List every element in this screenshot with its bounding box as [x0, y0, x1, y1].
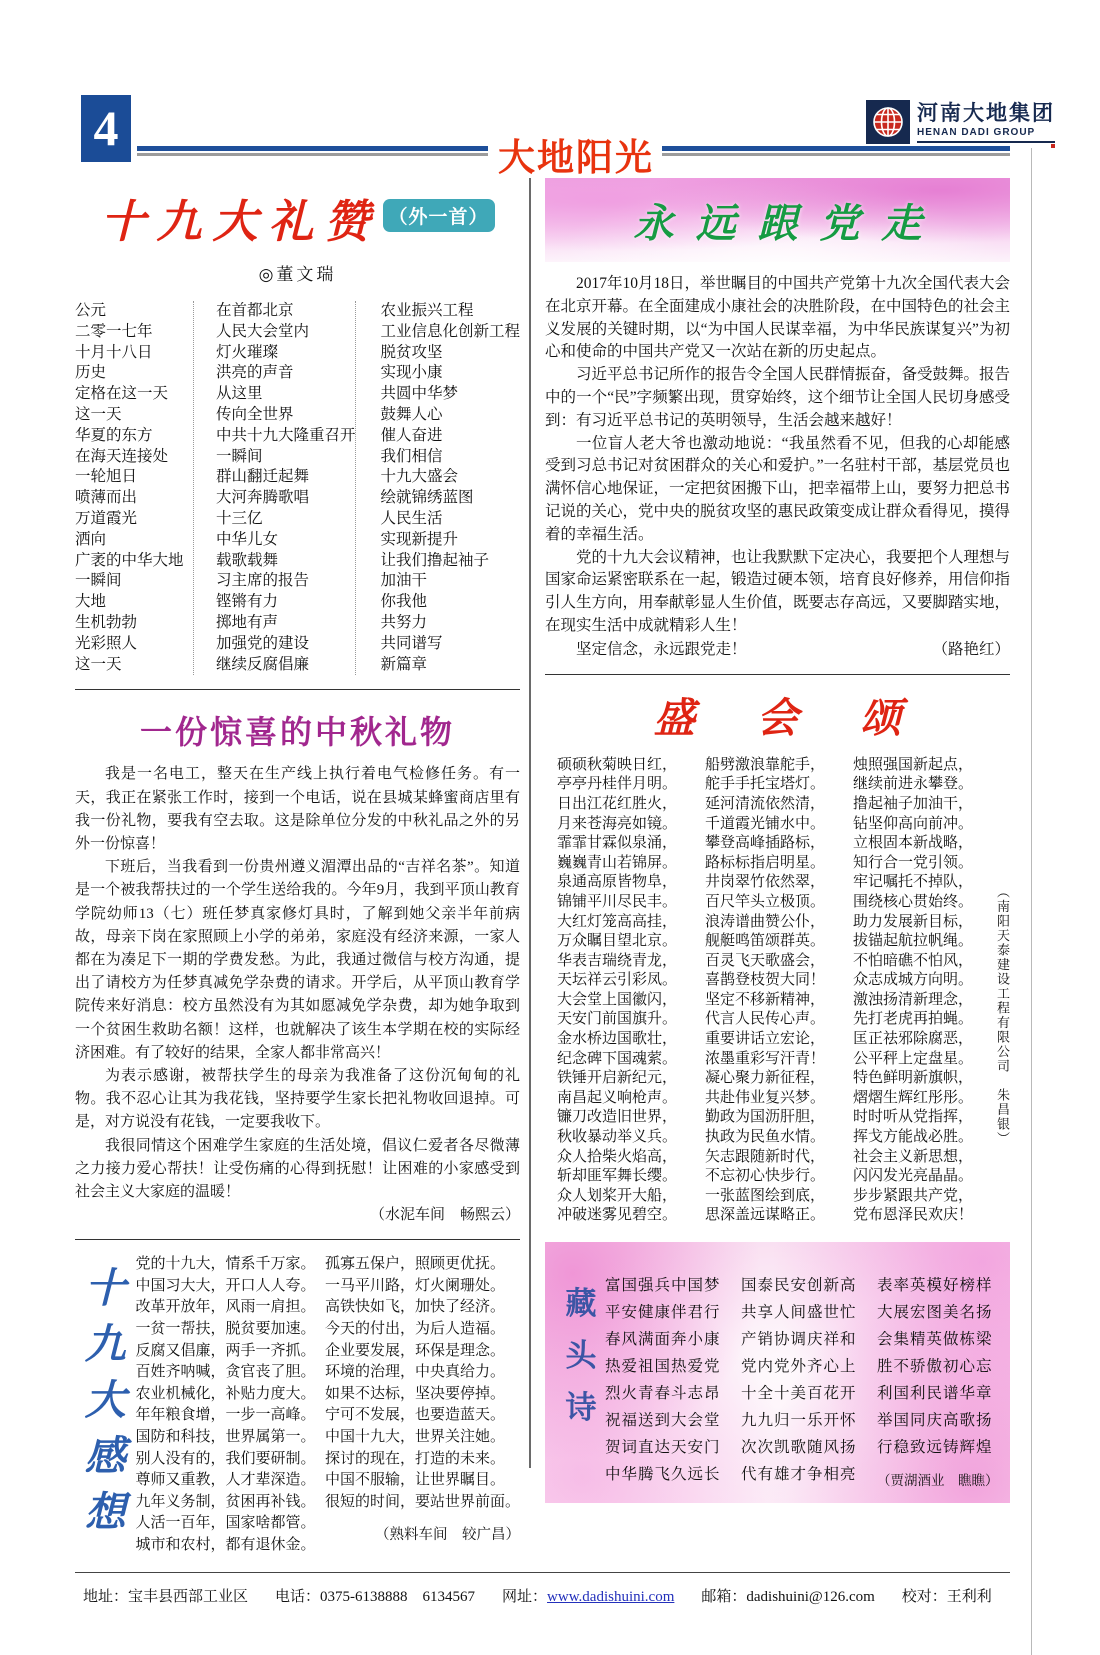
poem-line: 匡正祛邪除腐恶， — [853, 1031, 974, 1048]
poem-line: 富国强兵中国梦 — [605, 1277, 721, 1294]
poem-line: 热爱祖国热爱党 — [605, 1358, 721, 1375]
acrostic-attribution: （贾湖酒业 瞧瞧） — [877, 1473, 999, 1488]
vertical-title-char: 九 — [84, 1321, 126, 1368]
poem-line: 一瞬间 — [215, 447, 263, 465]
poem-line: 不忘初心快步行。 — [705, 1168, 826, 1185]
poem-line: 天坛祥云引彩凤。 — [557, 972, 678, 989]
section-rule — [545, 674, 1010, 675]
logo-text — [917, 102, 1055, 143]
poem-line: 共享人间盛世忙 — [741, 1304, 857, 1321]
footer-email: 邮箱：dadishuini@126.com — [701, 1589, 875, 1605]
footer-website-link[interactable]: www.dadishuini.com — [547, 1589, 675, 1605]
poem-line: 平安健康伴君行 — [605, 1304, 721, 1321]
poem-line: 一贫一帮扶，脱贫要加速。 — [135, 1320, 316, 1337]
poem-line: 金水桥边国歌壮， — [557, 1031, 678, 1048]
poem-line: 脱贫攻坚 — [380, 343, 443, 361]
acrostic-column-2 — [741, 1258, 877, 1489]
poem-line: 社会主义新思想， — [853, 1148, 974, 1165]
poem-column-3 — [355, 301, 520, 675]
poem-line: 思深盖远谋略正。 — [705, 1207, 826, 1224]
vertical-title-char: 大 — [84, 1377, 126, 1424]
poem-line: 知行合一党引领。 — [853, 854, 974, 871]
poem-line: 贺词直达天安门 — [605, 1439, 721, 1456]
poem-line: 船劈激浪靠舵手， — [705, 756, 826, 773]
poem-line: 大红灯笼高高挂， — [557, 913, 678, 930]
poem-line: 时时听从党指挥， — [853, 1109, 974, 1126]
paragraph: 一位盲人老大爷也激动地说：“我虽然看不见，但我的心却能感受到习总书记对贫困群众的关心和爱护。”一名驻村干部，基层党员也满怀信心地保证，一定把贫困搬下山，把幸福带上山，要努力把总书记说的关心，党中央的脱贫攻坚的惠民政策变成让群众看得见，摸得着的幸福生活。 — [545, 434, 1011, 543]
page-edge-line — [1031, 148, 1032, 1655]
poem-line: 铿锵有力 — [215, 593, 278, 611]
footer-rule — [75, 1572, 1010, 1573]
poem-line: 勤政为国沥肝胆， — [705, 1109, 826, 1126]
poem-line: 改革开放年，风雨一肩担。 — [135, 1299, 316, 1316]
poem-line: 孤寡五保户，照顾更优抚。 — [324, 1256, 505, 1273]
poem-line: 绘就锦绣蓝图 — [380, 489, 474, 507]
poem-line: 步步紧跟共产党， — [853, 1187, 974, 1204]
poem-line: 大地 — [75, 593, 107, 611]
poem-line: 井岗翠竹依然翠， — [705, 874, 826, 891]
paragraph: 为表示感谢，被帮扶学生的母亲为我准备了这份沉甸甸的礼物。我不忍心让其为我花钱，坚持要学生家长把礼物收回退掉。可是，对方说没有花钱，一定要我收下。 — [75, 1067, 520, 1131]
poem-line: 硕硕秋菊映日红， — [557, 756, 678, 773]
poem-line: 先打老虎再拍蝇。 — [853, 1011, 974, 1028]
globe-icon — [866, 100, 910, 144]
poem-line: 利国利民谱华章 — [877, 1385, 993, 1402]
acrostic-vertical-title — [557, 1258, 605, 1489]
poem-line: 载歌载舞 — [215, 551, 278, 569]
poem-line: 万众瞩目望北京。 — [557, 933, 678, 950]
logo-name-en: HENAN DADI GROUP — [917, 126, 1036, 138]
poem-line: 很短的时间，要站世界前面。 — [324, 1493, 520, 1510]
right-column — [545, 178, 1010, 1503]
poem-line: 代言人民传心声。 — [705, 1011, 826, 1028]
poem-line: 共圆中华梦 — [380, 385, 458, 403]
poem-line: 你我他 — [380, 593, 427, 611]
poem-line: 中国习大大，开口人人夸。 — [135, 1277, 316, 1294]
poem-line: 产销协调庆祥和 — [741, 1331, 857, 1348]
poem-line: 众志成城方向明。 — [853, 972, 974, 989]
poem-line: 路标标指启明星。 — [705, 854, 826, 871]
vertical-title — [75, 1254, 136, 1556]
poem-line: 历史 — [75, 364, 107, 382]
logo-underline — [917, 141, 1055, 143]
poem-line: 秋收暴动举义兵。 — [557, 1129, 678, 1146]
poem-title: 十九大礼赞 — [100, 197, 381, 247]
poem-line: 群山翻迁起舞 — [215, 468, 309, 486]
poem-line: 一轮旭日 — [75, 468, 138, 486]
poem-line: 牢记嘱托不掉队， — [853, 874, 974, 891]
poem-line: 在海天连接处 — [75, 447, 169, 465]
poem-column-1 — [75, 301, 193, 675]
poem-line: 百尺竿头立极顶。 — [705, 893, 826, 910]
poem-line: 催人奋进 — [380, 426, 443, 444]
poem-line: 烈火青春斗志昂 — [605, 1385, 721, 1402]
poem-line: 二零一七年 — [75, 322, 153, 340]
poem-line: 灯火璀璨 — [215, 343, 278, 361]
poem-line: 这一天 — [75, 405, 122, 423]
poem-line: 党布恩泽民欢庆！ — [853, 1207, 974, 1224]
poem-line: 公平秤上定盘星。 — [853, 1050, 974, 1067]
poem-line: 让我们撸起袖子 — [380, 551, 489, 569]
header-rule-left — [137, 146, 488, 156]
poem-line: 别人没有的，我们要研制。 — [135, 1450, 316, 1467]
poem-line: 不怕暗礁不怕风， — [853, 952, 974, 969]
poem-line: 华表吉瑞绕青龙， — [557, 952, 678, 969]
reflections-attribution: （熟料车间 较广昌） — [375, 1527, 520, 1544]
poem-line: 次次凯歌随风扬 — [741, 1439, 857, 1456]
poem-line: 加油干 — [380, 572, 427, 590]
poem-line: 掷地有声 — [215, 613, 278, 631]
logo-name-cn: 河南大地集团 — [917, 101, 1055, 125]
poem-line: 纪念碑下国魂萦。 — [557, 1050, 678, 1067]
poem-line: 环境的治理，中央真给力。 — [324, 1364, 505, 1381]
poem-line: 攀登高峰插路标， — [705, 835, 826, 852]
left-column — [75, 185, 520, 1557]
poem-line: 执政为民鱼水情。 — [705, 1129, 826, 1146]
poem-line: 巍巍青山若锦屏。 — [557, 854, 678, 871]
poem-subtitle-badge: （外一首） — [383, 199, 495, 232]
poem-line: 舰艇鸣笛颂群英。 — [705, 933, 826, 950]
poem-line: 工业信息化创新工程 — [380, 322, 520, 340]
poem-line: 国泰民安创新高 — [741, 1277, 857, 1294]
article-follow-party-body — [545, 273, 1010, 638]
poem-line: 立根固本新战略， — [853, 835, 974, 852]
paragraph: 2017年10月18日，举世瞩目的中国共产党第十九次全国代表大会在北京开幕。在全面建成小康社会的决胜阶段，在中国特色的社会主义发展的关键时期，以“为中国人民谋幸福，为中华民族谋复兴”为初心和使命的中国共产党又一次站在新的历史起点。 — [545, 275, 1011, 361]
acrostic-column-3-wrap — [877, 1258, 1002, 1489]
poem-line: 撸起袖子加油干， — [853, 795, 974, 812]
poem-line: 亭亭丹桂伴月明。 — [557, 776, 678, 793]
poem-line: 挥戈方能战必胜。 — [853, 1129, 974, 1146]
poem-line: 浪涛谱曲赞公仆， — [705, 913, 826, 930]
poem-line: 人民大会堂内 — [215, 322, 309, 340]
poem-line: 加强党的建设 — [215, 634, 309, 652]
poem-line: 企业要发展，环保是理念。 — [324, 1342, 505, 1359]
section-rule — [75, 1239, 520, 1240]
article-follow-party-closing-row — [545, 638, 1010, 661]
vertical-title-char: 诗 — [565, 1390, 597, 1425]
poem-line: 国防和科技，世界属第一。 — [135, 1428, 316, 1445]
footer-address: 地址：宝丰县西部工业区 — [83, 1589, 249, 1605]
vertical-title-char: 藏 — [565, 1286, 597, 1321]
poem-column-2 — [193, 301, 356, 675]
poem-line: 人民生活 — [380, 509, 443, 527]
poem-line: 延河清流依然清， — [705, 795, 826, 812]
acrostic-poem-box — [545, 1242, 1010, 1503]
vertical-title-char: 想 — [84, 1489, 126, 1536]
acrostic-column-3 — [877, 1272, 1002, 1461]
poem-line: 一马平川路，灯火阑珊处。 — [324, 1277, 505, 1294]
poem-line: 浓墨重彩写汗青！ — [705, 1050, 826, 1067]
poem-line: 春风满面奔小康 — [605, 1331, 721, 1348]
poem-line: 百灵飞天歌盛会， — [705, 952, 826, 969]
ode-column-2 — [695, 756, 845, 1226]
poem-line: 举国同庆高歌扬 — [877, 1412, 993, 1429]
ode-columns — [545, 756, 1010, 1226]
poem-line: 农业振兴工程 — [380, 302, 474, 319]
company-logo — [866, 100, 1055, 144]
poem-line: 我们相信 — [380, 447, 443, 465]
poem-line: 公元 — [75, 302, 107, 319]
paragraph: 我是一名电工，整天在生产线上执行着电气检修任务。有一天，我正在紧张工作时，接到一个电话，说在县城某蜂蜜商店里有我一份礼物，要我有空去取。这是除单位分发的中秋礼品之外的另外一份惊喜！ — [75, 766, 520, 852]
poem-grand-meeting-ode — [545, 685, 1010, 1226]
poem-line: 斩却匪军舞长缨。 — [557, 1168, 678, 1185]
poem-line: 凝心聚力新征程， — [705, 1070, 826, 1087]
poem-line: 十九大盛会 — [380, 468, 458, 486]
poem-line: 实现小康 — [380, 364, 443, 382]
poem-line: 华夏的东方 — [75, 426, 153, 444]
poem-line: 拔锚起航拉帆绳。 — [853, 933, 974, 950]
poem-line: 共同谱写 — [380, 634, 443, 652]
poem-line: 洒向 — [75, 530, 107, 548]
poem-line: 众人划桨开大船， — [557, 1187, 678, 1204]
poem-line: 九九归一乐开怀 — [741, 1412, 857, 1429]
poem-line: 中华儿女 — [215, 530, 278, 548]
poem-line: 中华腾飞久远长 — [605, 1466, 721, 1483]
poem-line: 一张蓝图绘到底， — [705, 1187, 826, 1204]
poem-line: 鼓舞人心 — [380, 405, 443, 423]
vertical-title-char: 感 — [84, 1433, 126, 1480]
footer-phone: 电话：0375-6138888 6134567 — [275, 1589, 476, 1605]
poem-line: 中国不服输，让世界瞩目。 — [324, 1472, 505, 1489]
poem-19th-tribute-header — [75, 185, 520, 250]
poem-line: 闪闪发光亮晶晶。 — [853, 1168, 974, 1185]
poem-line: 中共十九大隆重召开 — [215, 426, 356, 444]
poem-line: 十三亿 — [215, 509, 263, 527]
poem-line: 高铁快如飞，加快了经济。 — [324, 1299, 505, 1316]
poem-columns — [75, 301, 520, 675]
poem-line: 在首都北京 — [215, 302, 294, 319]
page-number: 4 — [81, 95, 131, 162]
poem-line: 今天的付出，为后人造福。 — [324, 1320, 505, 1337]
poem-line: 大展宏图美名扬 — [877, 1304, 993, 1321]
ode-column-1 — [545, 756, 695, 1226]
ode-title: 盛 会 颂 — [653, 694, 928, 741]
poem-line: 共赴伟业复兴梦。 — [705, 1089, 826, 1106]
poem-line: 共努力 — [380, 613, 427, 631]
poem-line: 传向全世界 — [215, 405, 294, 423]
poem-line: 十全十美百花开 — [741, 1385, 857, 1402]
footer-website-label: 网址： — [502, 1589, 548, 1605]
poem-line: 钻坚仰高向前冲。 — [853, 815, 974, 832]
poem-line: 大会堂上国徽闪， — [557, 991, 678, 1008]
article-midautumn-attribution: （水泥车间 畅熙云） — [369, 1207, 520, 1224]
article-midautumn-body — [75, 763, 520, 1204]
poem-line: 城市和农村，都有退休金。 — [135, 1536, 316, 1553]
poem-line: 锦铺平川尽民丰。 — [557, 893, 678, 910]
poem-line: 实现新提升 — [380, 530, 458, 548]
poem-line: 洪亮的声音 — [215, 364, 294, 382]
poem-line: 会集精英做栋梁 — [877, 1331, 993, 1348]
poem-line: 围绕核心贯始终。 — [853, 893, 974, 910]
poem-line: 探讨的现在，打造的未来。 — [324, 1450, 505, 1467]
poem-line: 继续前进永攀登。 — [853, 776, 974, 793]
column-divider-line — [529, 178, 531, 1468]
poem-line: 冲破迷雾见碧空。 — [557, 1207, 678, 1224]
poem-line: 泉通高原皆物阜， — [557, 874, 678, 891]
poem-line: 烛照强国新起点， — [853, 756, 974, 773]
poem-line: 农业机械化，补贴力度大。 — [135, 1385, 316, 1402]
reflections-column-2-lines — [325, 1254, 520, 1513]
poem-line: 镰刀改造旧世界， — [557, 1109, 678, 1126]
masthead-title: 大地阳光 — [498, 137, 654, 178]
poem-line: 九年义务制，贫困再补钱。 — [135, 1493, 316, 1510]
article-midautumn-title: 一份惊喜的中秋礼物 — [139, 714, 455, 751]
poem-line: 行稳致远铸辉煌 — [877, 1439, 993, 1456]
closing-line: 坚定信念，永远跟党走！ — [576, 640, 747, 658]
poem-line: 宁可不发展，也要造蓝天。 — [324, 1407, 505, 1424]
poem-line: 月来苍海亮如镜。 — [557, 815, 678, 832]
poem-line: 南昌起义响枪声。 — [557, 1089, 678, 1106]
poem-line: 十月十八日 — [75, 343, 153, 361]
poem-line: 光彩照人 — [75, 634, 138, 652]
poem-line: 人活一百年，国家啥都管。 — [135, 1515, 316, 1532]
section-rule — [75, 689, 520, 690]
poem-line: 习主席的报告 — [215, 572, 309, 590]
footer-website — [502, 1585, 674, 1606]
poem-line: 从这里 — [215, 385, 263, 403]
poem-line: 重要讲话立宏论， — [705, 1031, 826, 1048]
reflections-column-1 — [136, 1254, 325, 1556]
poem-line: 中国十九大，世界关注她。 — [324, 1428, 505, 1445]
paragraph: 党的十九大会议精神，也让我默默下定决心，我要把个人理想与国家命运紧密联系在一起，锻造过硬本领，培育良好修养，用信仰指引人生方向，用奉献彰显人生价值，既要志存高远，又要脚踏实地，在现实生活中成就精彩人生！ — [545, 548, 1011, 634]
poem-line: 天安门前国旗升。 — [557, 1011, 678, 1028]
poem-line: 反腐又倡廉，两手一齐抓。 — [135, 1342, 316, 1359]
article-follow-party-banner — [545, 178, 1010, 262]
poem-line: 霏霏甘霖似泉涌， — [557, 835, 678, 852]
poem-line: 党的十九大，情系千万家。 — [135, 1256, 316, 1273]
poem-author: ◎董文瑞 — [258, 265, 337, 284]
poem-line: 铁锤开启新纪元， — [557, 1070, 678, 1087]
poem-line: 胜不骄傲初心忘 — [877, 1358, 993, 1375]
poem-line: 大河奔腾歌唱 — [215, 489, 309, 507]
poem-line: 熠熠生辉红彤彤。 — [853, 1089, 974, 1106]
poem-line: 矢志跟随新时代， — [705, 1148, 826, 1165]
poem-line: 喜鹊登枝贺大同！ — [705, 972, 826, 989]
poem-line: 新篇章 — [380, 655, 427, 673]
poem-line: 日出江花红胜火， — [557, 795, 678, 812]
poem-19th-reflections — [75, 1254, 520, 1556]
paragraph: 我很同情这个困难学生家庭的生活处境，倡议仁爱者各尽微薄之力接力爱心帮扶！让受伤痛的心得到抚慰！让困难的小家感受到社会主义大家庭的温暖！ — [75, 1137, 520, 1200]
poem-line: 如果不达标，坚决要停掉。 — [324, 1385, 505, 1402]
poem-line: 激浊扬清新理念， — [853, 991, 974, 1008]
poem-line: 千道霞光铺水中。 — [705, 815, 826, 832]
poem-line: 党内党外齐心上 — [741, 1358, 857, 1375]
header-rule-right — [662, 146, 1010, 156]
footer — [83, 1585, 1010, 1606]
poem-line: 定格在这一天 — [75, 385, 169, 403]
footer-proofreader: 校对：王利利 — [901, 1589, 992, 1605]
reflections-column-2 — [325, 1254, 520, 1556]
poem-line: 众人拾柴火焰高， — [557, 1148, 678, 1165]
acrostic-column-1 — [605, 1258, 741, 1489]
poem-line: 喷薄而出 — [75, 489, 138, 507]
poem-line: 特色鲜明新旗帜， — [853, 1070, 974, 1087]
article-follow-party-title: 永远跟党走 — [633, 200, 944, 246]
poem-line: 一瞬间 — [75, 572, 122, 590]
poem-line: 广袤的中华大地 — [75, 551, 184, 569]
poem-line: 万道霞光 — [75, 509, 138, 527]
paragraph: 习近平总书记所作的报告令全国人民群情振奋，备受鼓舞。报告中的一个“民”字频繁出现，贯穿始终，这个细节让全国人民切身感受到：有习近平总书记的英明领导，生活会越来越好！ — [545, 366, 1011, 429]
poem-line: 代有雄才争相亮 — [741, 1466, 857, 1483]
poem-line: 百姓齐呐喊，贪官丧了胆。 — [135, 1364, 316, 1381]
poem-line: 年年粮食增，一步一高峰。 — [135, 1407, 316, 1424]
vertical-title-char: 头 — [565, 1338, 597, 1373]
article-follow-party-attribution: （路艳红） — [932, 640, 1010, 658]
poem-line: 尊师又重教，人才辈深造。 — [135, 1472, 316, 1489]
poem-line: 坚定不移新精神， — [705, 991, 826, 1008]
ode-column-3 — [845, 756, 993, 1226]
poem-line: 这一天 — [75, 655, 122, 673]
poem-line: 继续反腐倡廉 — [215, 655, 309, 673]
poem-line: 助力发展新目标， — [853, 913, 974, 930]
poem-line: 生机勃勃 — [75, 613, 138, 631]
poem-line: 表率英模好榜样 — [877, 1277, 993, 1294]
vertical-title-char: 十 — [84, 1265, 126, 1312]
ode-attribution-vertical: （南阳天泰建设工程有限公司 朱昌银） — [995, 884, 1010, 1146]
poem-line: 祝福送到大会堂 — [605, 1412, 721, 1429]
poem-line: 舵手手托宝塔灯。 — [705, 776, 826, 793]
paragraph: 下班后，当我看到一份贵州遵义湄潭出品的“吉祥名茶”。知道是一个被我帮扶过的一个学生送给我的。今年9月，我到平顶山教育学院幼师13（七）班任梦真家修灯具时，了解到她父亲半年前病故，母亲下岗在家照顾上小学的弟弟，家庭没有经济来源，一家人都在为凑足下一期的学费发愁。为此，我通过微信与校方沟通，提出了请校方为任梦真减免学杂费的请求。开学后，从平顶山教育学院传来好消息：校方虽然没有为其如愿减免学杂费，却为她争取到一个贫困生救助名额！这样，也就解决了该生本学期在校的实际经济困难。有了较好的结果，全家人都非常高兴！ — [75, 859, 520, 1061]
